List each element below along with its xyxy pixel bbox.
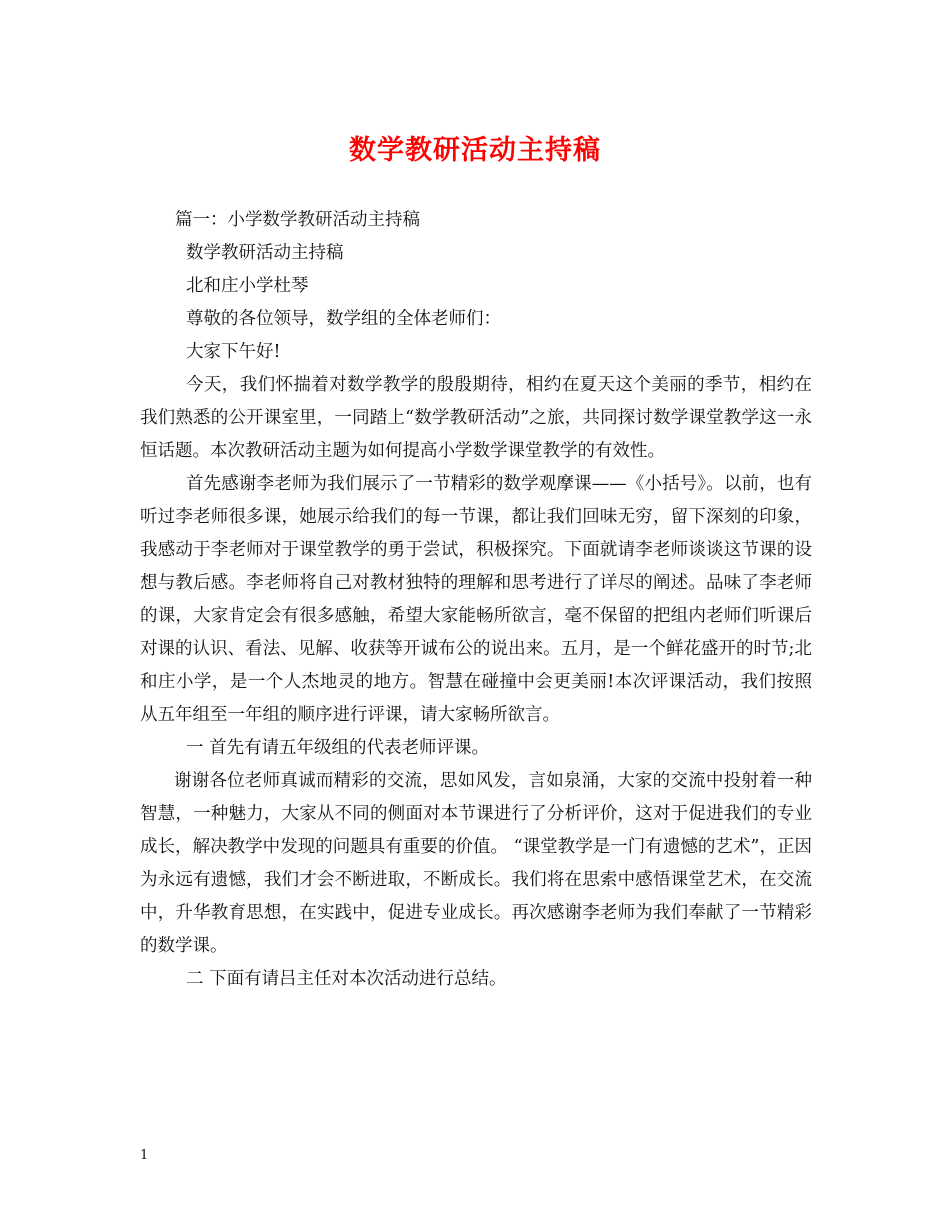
document-body [140,204,812,996]
paragraph-thanks: 首先感谢李老师为我们展示了一节精彩的数学观摩课——《小括号》。以前，也有听过李老师很多课，她展示给我们的每一节课，都让我们回味无穷，留下深刻的印象，我感动于李老师对于课堂教学的勇于尝试，积极探究。下面就请李老师谈谈这节课的设想与教后感。李老师将自己对教材独特的理解和思考进行了详尽的阐述。品味了李老师的课，大家肯定会有很多感触，希望大家能畅所欲言，毫不保留的把组内老师们听课后对课的认识、看法、见解、收获等开诚布公的说出来。五月，是一个鲜花盛开的时节;北和庄小学，是一个人杰地灵的地方。智慧在碰撞中会更美丽!本次评课活动，我们按照从五年组至一年组的顺序进行评课，请大家畅所欲言。 [140,474,812,725]
greeting-line: 尊敬的各位领导，数学组的全体老师们： [186,309,501,329]
paragraph-item-two: 二 下面有请吕主任对本次活动进行总结。 [186,969,507,989]
paragraph-item-one: 一 首先有请五年级组的代表老师评课。 [186,738,490,758]
page-number: 1 [140,1148,149,1163]
paragraph-summary: 谢谢各位老师真诚而精彩的交流，思如风发，言如泉涌，大家的交流中投射着一种智慧，一种魅力，大家从不同的侧面对本节课进行了分析评价，这对于促进我们的专业成长，解决教学中发现的问题具有重要的价值。 “课堂教学是一门有遗憾的艺术”，正因为永远有遗憾，我们才会不断进取，不断成长。我们将在思索中感悟课堂艺术，在交流中，升华教育思想，在实践中，促进专业成长。再次感谢李老师为我们奉献了一节精彩的数学课。 [140,771,812,956]
document-title: 数学教研活动主持稿 [349,135,601,166]
greeting-line-2: 大家下午好! [186,342,281,362]
subtitle-line: 数学教研活动主持稿 [186,243,344,263]
author-line: 北和庄小学杜琴 [186,276,309,296]
paragraph-opening: 今天，我们怀揣着对数学教学的殷殷期待，相约在夏天这个美丽的季节，相约在我们熟悉的公开课室里，一同踏上“数学教研活动”之旅，共同探讨数学课堂教学这一永恒话题。本次教研活动主题为如何提高小学数学课堂教学的有效性。 [140,375,812,461]
section-heading: 篇一：小学数学教研活动主持稿 [175,210,420,230]
